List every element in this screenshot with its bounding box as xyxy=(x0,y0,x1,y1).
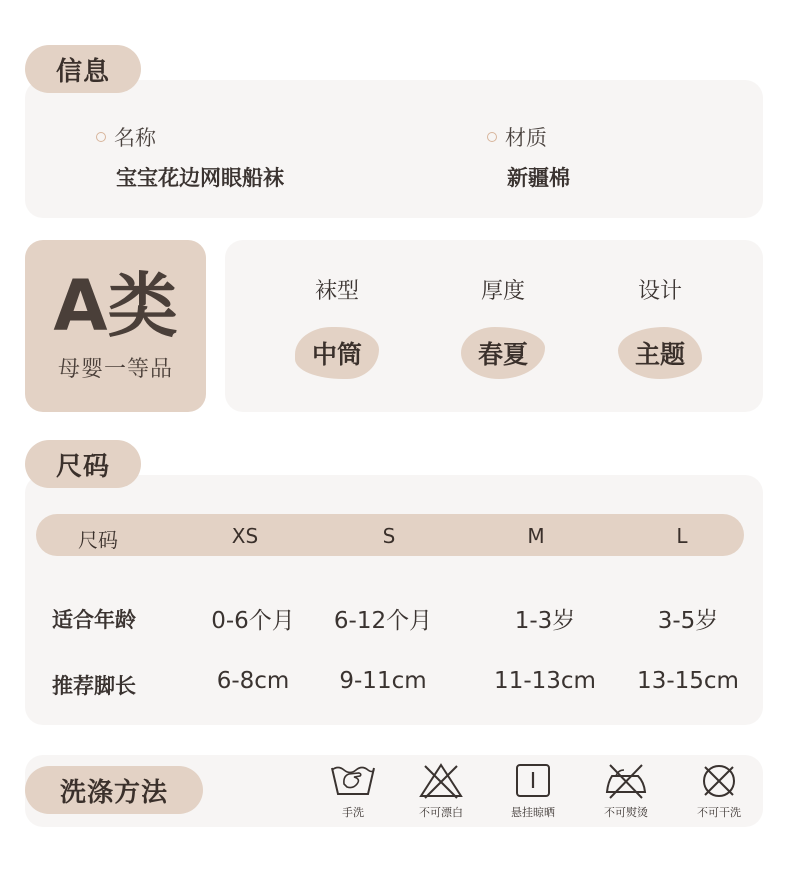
prop-thickness xyxy=(443,240,563,379)
info-material xyxy=(487,122,570,192)
table-cell: 6-12个月 xyxy=(333,608,433,634)
bullet-icon xyxy=(96,132,106,142)
header-cell: M xyxy=(527,524,545,548)
wash-item xyxy=(591,762,661,820)
row-label: 适合年龄 xyxy=(52,608,136,632)
name-label: 名称 xyxy=(114,126,156,150)
wash-section-title: 洗涤方法 xyxy=(25,766,203,814)
row-label: 推荐脚长 xyxy=(52,674,136,698)
info-section-title: 信息 xyxy=(25,45,141,93)
grade-sub: 母婴一等品 xyxy=(57,357,173,382)
prop-label: 设计 xyxy=(637,279,682,304)
wash-item xyxy=(684,762,754,820)
prop-label: 袜型 xyxy=(314,279,359,304)
hand-wash-icon xyxy=(329,762,377,800)
wash-item xyxy=(498,762,568,820)
prop-design xyxy=(600,240,720,379)
grade-badge xyxy=(25,240,206,412)
table-cell: 13-15cm xyxy=(637,668,739,694)
no-bleach-icon xyxy=(417,762,465,800)
table-cell: 1-3岁 xyxy=(514,608,576,634)
prop-value: 春夏 xyxy=(461,327,545,379)
no-dry-clean-icon xyxy=(695,762,743,800)
size-table-header xyxy=(36,514,744,556)
hang-dry-icon xyxy=(509,762,557,800)
wash-label: 不可熨烫 xyxy=(604,806,648,819)
no-iron-icon xyxy=(602,762,650,800)
header-cell: 尺码 xyxy=(78,528,118,552)
prop-sock-type xyxy=(277,240,397,379)
header-cell: XS xyxy=(231,524,259,548)
info-name xyxy=(96,122,284,192)
name-value: 宝宝花边网眼船袜 xyxy=(116,166,284,190)
table-cell: 3-5岁 xyxy=(657,608,719,634)
grade-main: A类 xyxy=(53,265,178,347)
table-cell: 6-8cm xyxy=(216,668,290,694)
prop-value: 主题 xyxy=(618,327,702,379)
material-label: 材质 xyxy=(505,126,547,150)
table-cell: 11-13cm xyxy=(494,668,596,694)
wash-label: 不可漂白 xyxy=(419,806,463,819)
table-cell: 9-11cm xyxy=(339,668,427,694)
table-cell: 0-6个月 xyxy=(211,608,295,634)
prop-value: 中筒 xyxy=(295,327,379,379)
wash-label: 手洗 xyxy=(342,806,364,819)
props-card xyxy=(225,240,763,412)
bullet-icon xyxy=(487,132,497,142)
wash-label: 不可干洗 xyxy=(697,806,741,819)
header-cell: S xyxy=(382,524,396,548)
wash-label: 悬挂晾晒 xyxy=(511,806,555,819)
prop-label: 厚度 xyxy=(480,279,525,304)
size-section-title: 尺码 xyxy=(25,440,141,488)
header-cell: L xyxy=(676,524,688,548)
wash-item xyxy=(318,762,388,820)
wash-item xyxy=(406,762,476,820)
material-value: 新疆棉 xyxy=(507,166,570,190)
